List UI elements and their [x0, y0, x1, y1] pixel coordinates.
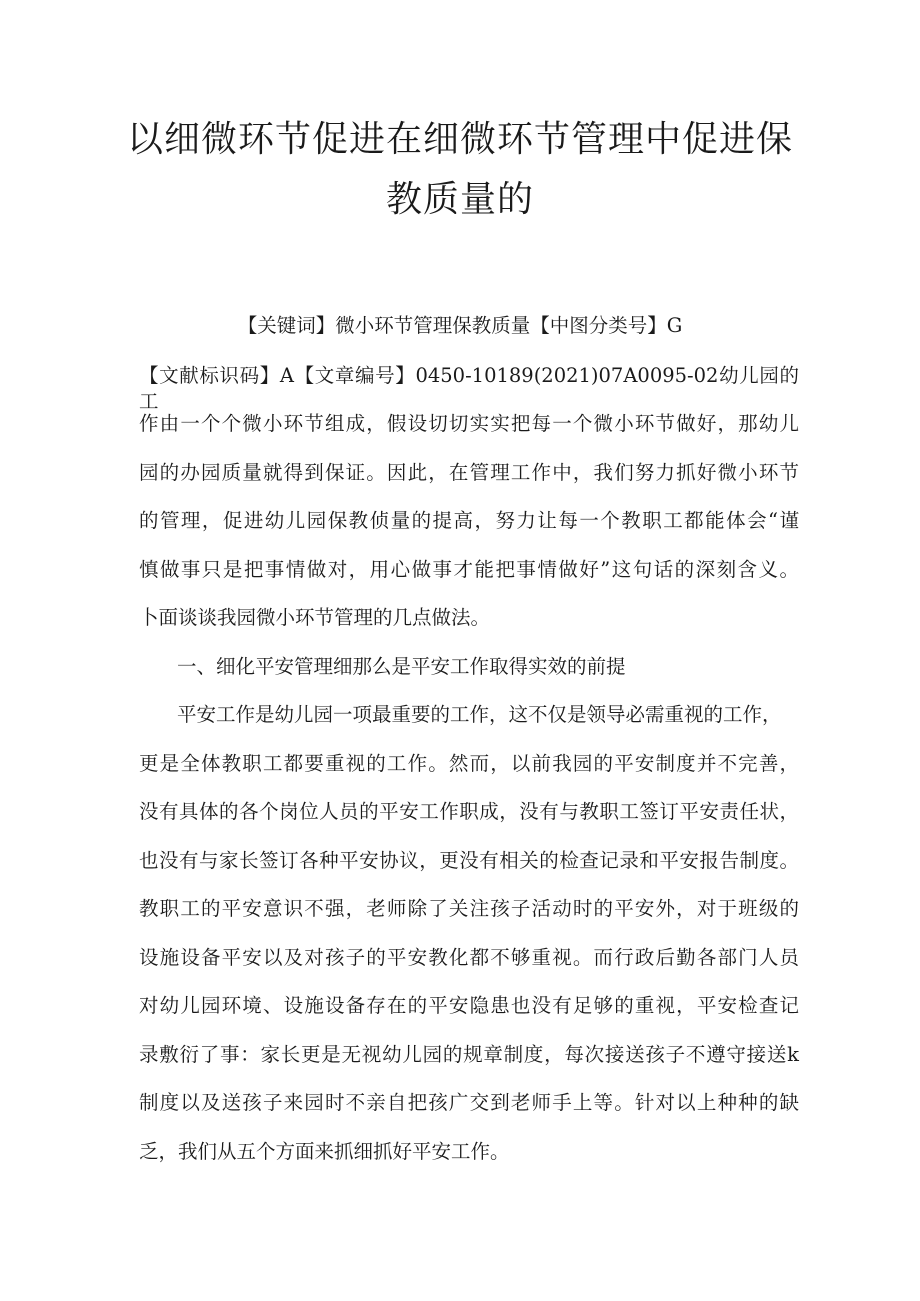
body-line: 也没有与家长签订各种平安协议，更没有相关的检查记录和平安报告制度。: [139, 849, 799, 872]
body-line: 制度以及送孩子来园时不亲自把孩广交到老师手上等。针对以上种种的缺: [139, 1091, 799, 1114]
body-line: 教职工的平安意识不强，老师除了关注孩子活动时的平安外，对于班级的: [139, 897, 799, 920]
body-line: 设施设备平安以及对孩子的平安教化都不够重视。而行政后勤各部门人员: [139, 946, 799, 969]
body-line: 乏，我们从五个方面来抓细抓好平安工作。: [139, 1140, 510, 1163]
keywords-line: 【关键词】微小环节管理保教质量【中图分类号】G: [237, 314, 683, 337]
intro-line: 作由一个个微小环节组成，假设切切实实把每一个微小环节做好，那幼儿: [139, 412, 799, 435]
body-line: 平安工作是幼儿园一项最重要的工作，这不仅是领导必需重视的工作，: [177, 703, 782, 726]
intro-line: 【文献标识码】A【文章编号】0450-10189(2021)07A0095-02幼儿园的工: [139, 364, 799, 413]
intro-line: 的管理，促进幼儿园保教侦量的提高，努力让每一个教职工都能体会“谨: [139, 509, 799, 532]
body-line: 录敷衍了事：家长更是无视幼儿园的规章制度，每次接送孩子不遵守接送k: [139, 1043, 799, 1066]
document-title-line-2: 教质量的: [385, 179, 534, 220]
intro-line: 卜面谈谈我园微小环节管理的几点做法。: [139, 606, 491, 629]
body-line: 对幼儿园环境、设施设备存在的平安隐患也没有足够的重视，平安检查记: [139, 994, 799, 1017]
body-line: 没有具体的各个岗位人员的平安工作职成，没有与教职工签订平安责任状，: [139, 800, 799, 823]
section-heading: 一、细化平安管理细那么是平安工作取得实效的前提: [177, 655, 626, 678]
document-title-line-1: 以细微环节促进在细微环节管理中促进保: [126, 119, 793, 160]
intro-line: 慎做事只是把事情做对，用心做事才能把事情做好”这句话的深刻含义。: [139, 558, 799, 581]
body-line: 更是全体教职工都要重视的工作。然而，以前我园的平安制度并不完善，: [139, 752, 799, 775]
intro-line: 园的办园质量就得到保证。因此，在管理工作中，我们努力抓好微小环节: [139, 461, 799, 484]
